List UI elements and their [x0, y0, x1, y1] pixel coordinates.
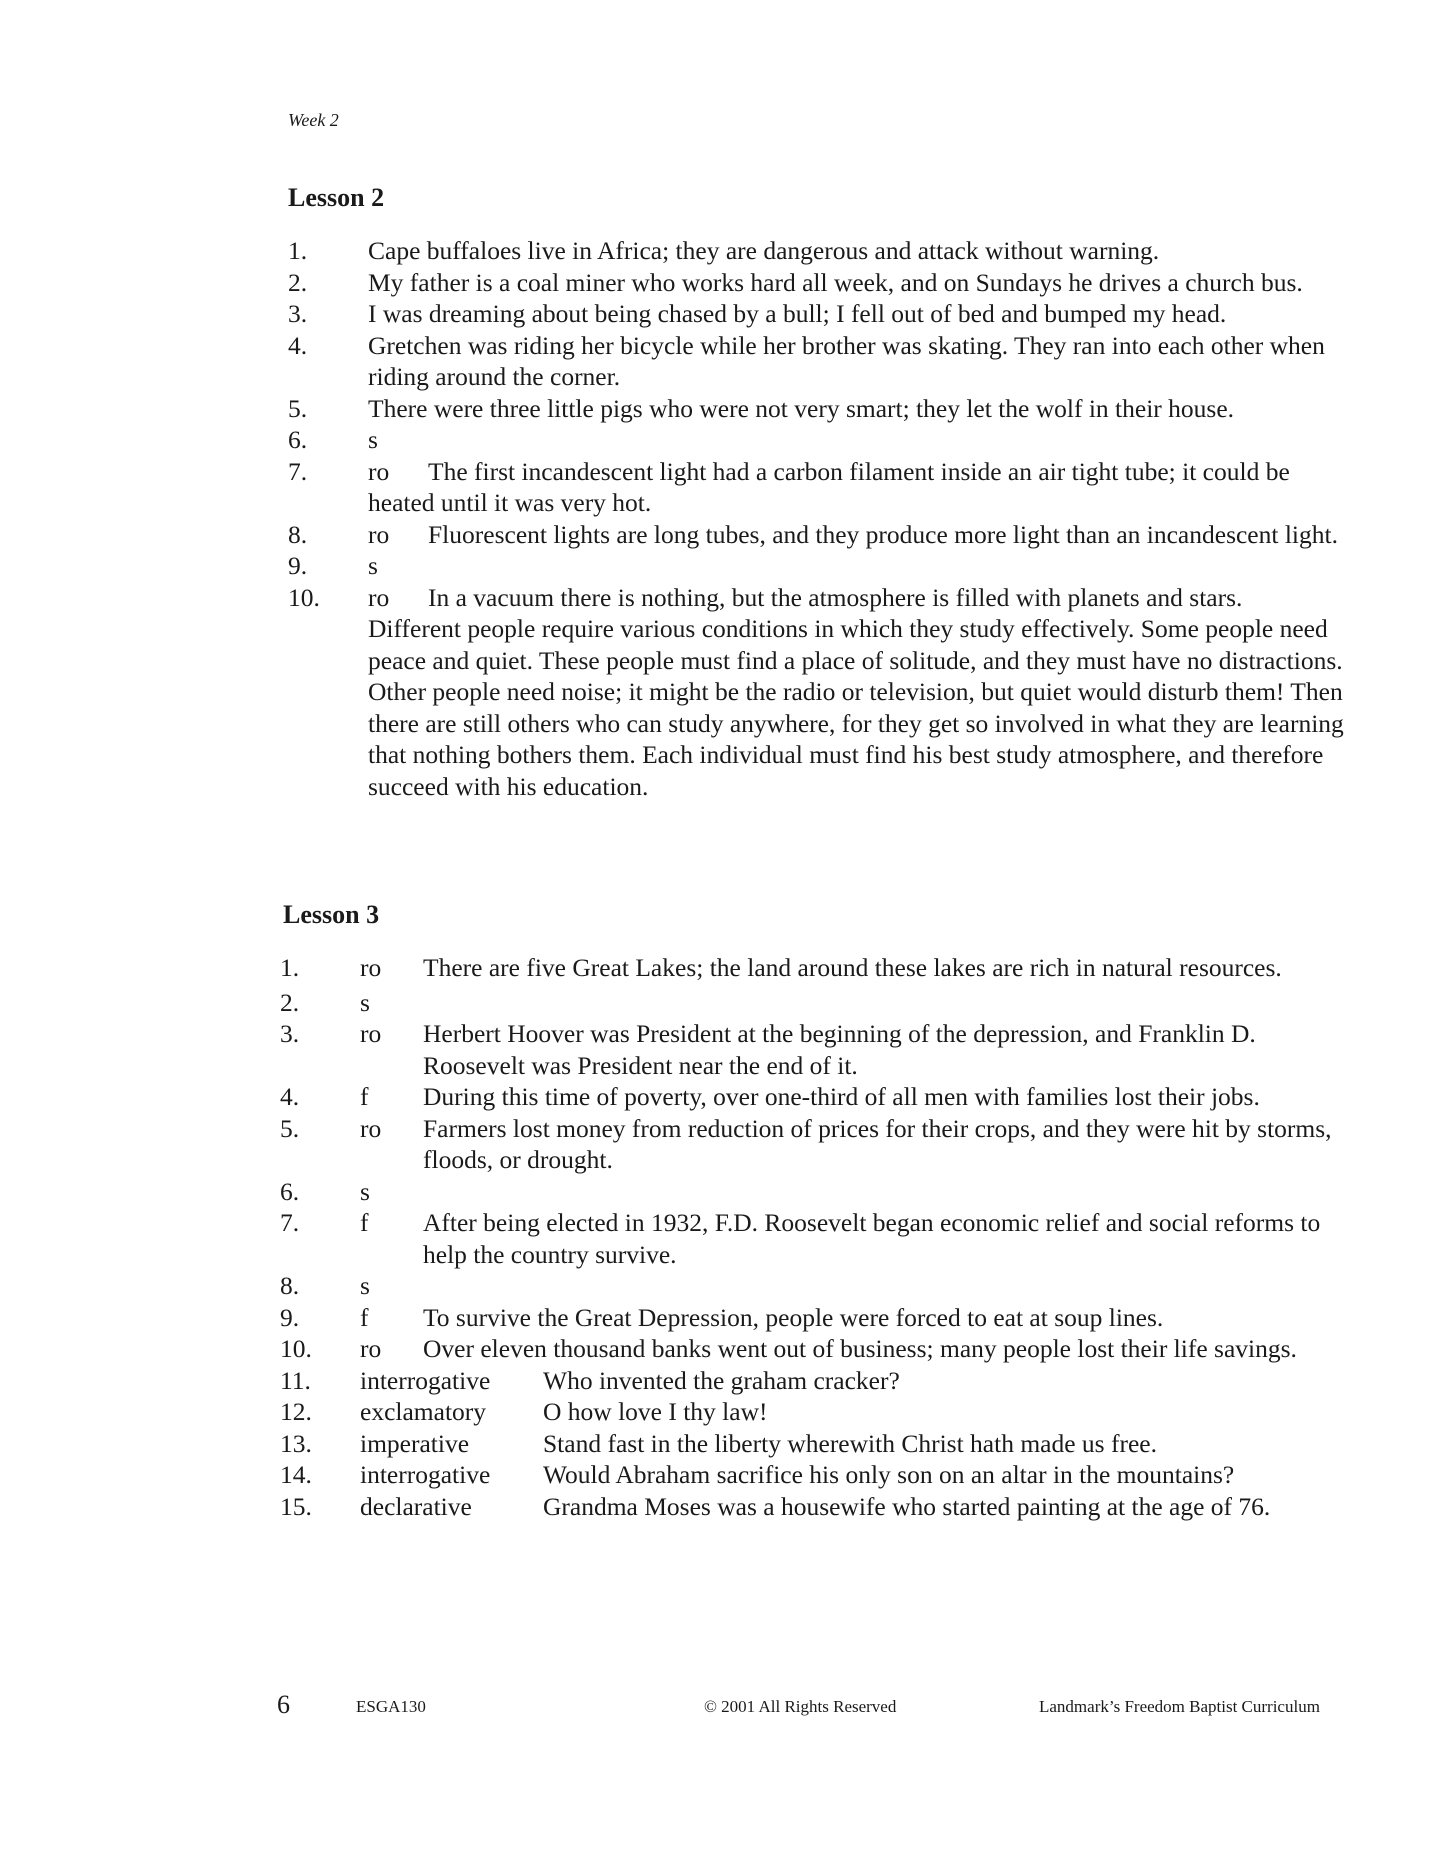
- item-text: Who invented the graham cracker?: [543, 1365, 900, 1395]
- item-number: 7.: [280, 1208, 300, 1237]
- week-label: Week 2: [288, 110, 339, 130]
- item-text: Would Abraham sacrifice his only son on an altar in the mountains?: [543, 1460, 1235, 1489]
- item-number: 5.: [280, 1113, 300, 1143]
- item-mark: s: [360, 1176, 370, 1206]
- item-text: Fluorescent lights are long tubes, and they produce more light than an incandescent light.: [428, 519, 1338, 549]
- item-mark: f: [360, 1208, 369, 1237]
- item-number: 8.: [280, 1271, 300, 1300]
- item-text: Over eleven thousand banks went out of business; many people lost their life savings.: [423, 1334, 1297, 1363]
- lesson-3-item-5: [280, 1113, 1340, 1176]
- item-mark: s: [360, 987, 370, 1017]
- item-number: 2.: [280, 987, 300, 1017]
- item-mark: s: [360, 1271, 370, 1300]
- item-number: 6.: [280, 1176, 300, 1206]
- item-number: 6.: [288, 425, 308, 454]
- lesson-3-item-8: [280, 1270, 1340, 1302]
- lesson-3-heading: Lesson 3: [283, 900, 380, 929]
- item-mark: exclamatory: [360, 1397, 487, 1426]
- item-text: There were three little pigs who were not very smart; they let the wolf in their house.: [368, 393, 1235, 423]
- item-text: After being elected in 1932, F.D. Roosevelt began economic relief and social reforms to help the country survive.: [423, 1208, 1321, 1269]
- item-mark: f: [360, 1082, 369, 1111]
- copyright-notice: © 2001 All Rights Reserved: [704, 1697, 897, 1716]
- item-number: 3.: [280, 1019, 300, 1048]
- item-text: O how love I thy law!: [543, 1397, 768, 1426]
- lesson-3-item-12: [280, 1396, 1340, 1428]
- item-mark: s: [368, 551, 378, 580]
- item-number: 13.: [280, 1428, 312, 1458]
- item-mark: ro: [360, 1113, 382, 1143]
- item-number: 14.: [280, 1460, 312, 1489]
- lesson-2-item-5: [288, 393, 1348, 425]
- lesson-3-item-14: [280, 1459, 1340, 1491]
- course-code: ESGA130: [356, 1697, 426, 1716]
- lesson-3-answer-list: [280, 952, 1340, 1522]
- lesson-3-item-13: [280, 1428, 1340, 1460]
- item-mark: interrogative: [360, 1365, 491, 1395]
- lesson-2-item-2: [288, 267, 1348, 299]
- item-text: Stand fast in the liberty wherewith Christ hath made us free.: [543, 1428, 1157, 1458]
- item-text: During this time of poverty, over one-third of all men with families lost their jobs.: [423, 1082, 1260, 1111]
- item-number: 8.: [288, 519, 308, 549]
- lesson-3-item-6: [280, 1176, 1340, 1208]
- item-number: 9.: [280, 1302, 300, 1332]
- item-number: 9.: [288, 551, 308, 580]
- item-number: 10.: [288, 582, 320, 612]
- item-mark: ro: [368, 582, 390, 612]
- lesson-2-heading: Lesson 2: [288, 183, 385, 212]
- item-number: 1.: [288, 236, 308, 265]
- item-text: Grandma Moses was a housewife who started painting at the age of 76.: [543, 1491, 1271, 1521]
- item-mark: ro: [360, 953, 382, 982]
- item-text: Cape buffaloes live in Africa; they are dangerous and attack without warning.: [368, 236, 1160, 265]
- lesson-3-item-10: [280, 1333, 1340, 1365]
- lesson-2-item-6: [288, 424, 1348, 456]
- item-mark: ro: [368, 456, 390, 486]
- item-text: Herbert Hoover was President at the beginning of the depression, and Franklin D. Roosevelt was President near the end of it.: [423, 1019, 1256, 1080]
- item-text: Farmers lost money from reduction of prices for their crops, and they were hit by storms, floods, or drought.: [423, 1113, 1332, 1174]
- item-number: 3.: [288, 299, 308, 328]
- item-mark: declarative: [360, 1491, 472, 1521]
- lesson-3-item-3: [280, 1018, 1340, 1081]
- item-number: 2.: [288, 267, 308, 297]
- item-number: 5.: [288, 393, 308, 423]
- lesson-2-item-4: [288, 330, 1348, 393]
- item-text: The first incandescent light had a carbon filament inside an air tight tube; it could be heated until it was very hot.: [368, 456, 1290, 517]
- lesson-2-item-10: [288, 582, 1348, 803]
- lesson-2-item-7: [288, 456, 1348, 519]
- lesson-2-item-3: [288, 298, 1348, 330]
- item-mark: f: [360, 1302, 369, 1332]
- lesson-2-item-9: [288, 550, 1348, 582]
- item-text: Gretchen was riding her bicycle while her brother was skating. They ran into each other when riding around the corner.: [368, 330, 1325, 391]
- publisher-name: Landmark’s Freedom Baptist Curriculum: [1039, 1697, 1320, 1716]
- item-mark: ro: [360, 1019, 382, 1048]
- item-number: 12.: [280, 1397, 312, 1426]
- lesson-3-item-7: [280, 1207, 1340, 1270]
- item-text: My father is a coal miner who works hard all week, and on Sundays he drives a church bus.: [368, 267, 1303, 297]
- lesson-3-item-2: [280, 987, 1340, 1019]
- item-number: 15.: [280, 1491, 312, 1521]
- item-number: 4.: [288, 330, 308, 360]
- item-number: 11.: [280, 1365, 311, 1395]
- item-text: To survive the Great Depression, people were forced to eat at soup lines.: [423, 1302, 1164, 1332]
- item-text: There are five Great Lakes; the land around these lakes are rich in natural resources.: [423, 953, 1282, 982]
- page-number: 6: [277, 1690, 290, 1719]
- lesson-3-item-11: [280, 1365, 1340, 1397]
- lesson-2-item-8: [288, 519, 1348, 551]
- item-number: 4.: [280, 1082, 300, 1111]
- item-mark: ro: [360, 1334, 382, 1363]
- lesson-3-item-9: [280, 1302, 1340, 1334]
- lesson-3-item-4: [280, 1081, 1340, 1113]
- item-text: In a vacuum there is nothing, but the atmosphere is filled with planets and stars.: [428, 582, 1243, 612]
- item-text: I was dreaming about being chased by a bull; I fell out of bed and bumped my head.: [368, 299, 1227, 328]
- item-number: 1.: [280, 953, 300, 982]
- lesson-3-item-15: [280, 1491, 1340, 1523]
- item-mark: ro: [368, 519, 390, 549]
- item-mark: imperative: [360, 1428, 470, 1458]
- lesson-2-answer-list: [288, 235, 1348, 802]
- item-number: 7.: [288, 456, 308, 486]
- item-mark: interrogative: [360, 1460, 491, 1489]
- lesson-2-paragraph: Different people require various conditions in which they study effectively. Some people need peace and quiet. These people must find a place of solitude, and they must have no distractions. Other people need noise; it might be the radio or television, but quiet would disturb them! Then there are still others who can study anywhere, for they get so involved in what they are learning that nothing bothers them. Each individual must find his best study atmosphere, and therefore succeed with his education.: [368, 614, 1344, 801]
- item-mark: s: [368, 425, 378, 454]
- lesson-3-item-1: [280, 952, 1340, 984]
- lesson-2-item-1: [288, 235, 1348, 267]
- item-number: 10.: [280, 1334, 312, 1363]
